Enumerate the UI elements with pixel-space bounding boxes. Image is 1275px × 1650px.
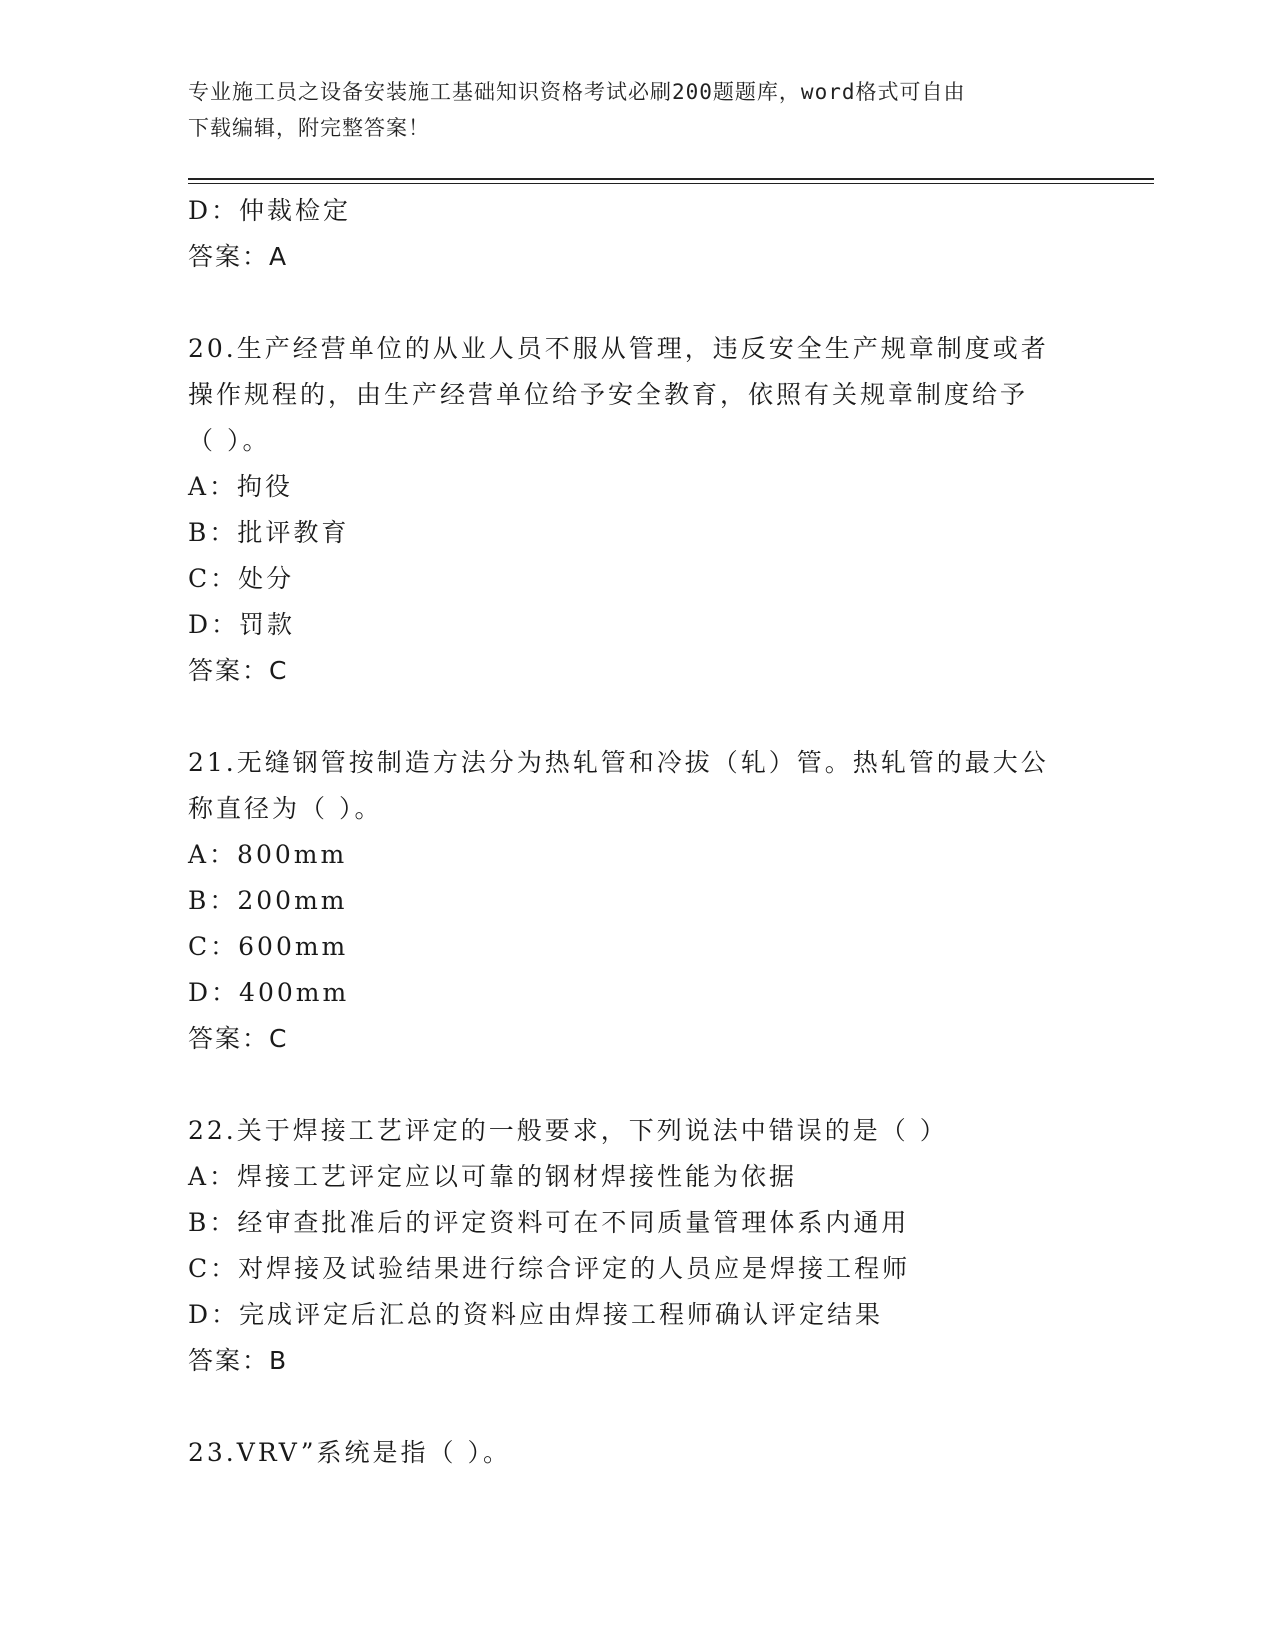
option-a: A：焊接工艺评定应以可靠的钢材焊接性能为依据 <box>188 1162 798 1191</box>
question-content <box>188 188 1088 1476</box>
option-c: C：600mm <box>188 932 349 961</box>
question-text-line: 21.无缝钢管按制造方法分为热轧管和冷拔（轧）管。热轧管的最大公 <box>188 748 1049 777</box>
question-text-line: 称直径为（ ）。 <box>188 794 383 823</box>
question-text-line: 操作规程的，由生产经营单位给予安全教育，依照有关规章制度给予 <box>188 380 1029 409</box>
question-21 <box>188 740 1088 1062</box>
option-a: A：拘役 <box>188 472 294 501</box>
option-a: A：800mm <box>188 840 348 869</box>
answer-line: 答案：A <box>188 242 289 271</box>
answer-line: 答案：B <box>188 1346 289 1375</box>
page-header <box>188 74 1068 146</box>
option-d: D：完成评定后汇总的资料应由焊接工程师确认评定结果 <box>188 1300 884 1329</box>
option-d: D：仲裁检定 <box>188 196 352 225</box>
header-line-1: 专业施工员之设备安装施工基础知识资格考试必刷200题题库，word格式可自由 <box>188 80 966 104</box>
option-c: C：对焊接及试验结果进行综合评定的人员应是焊接工程师 <box>188 1254 911 1283</box>
question-20 <box>188 326 1088 694</box>
spacer <box>188 1062 1088 1108</box>
answer-line: 答案：C <box>188 656 289 685</box>
spacer <box>188 1384 1088 1430</box>
question-text-line: 20.生产经营单位的从业人员不服从管理，违反安全生产规章制度或者 <box>188 334 1049 363</box>
option-c: C：处分 <box>188 564 295 593</box>
option-b: B：批评教育 <box>188 518 350 547</box>
header-divider-thin <box>188 183 1154 184</box>
header-divider <box>188 178 1154 180</box>
question-22 <box>188 1108 1088 1384</box>
question-text-line: 23.VRV”系统是指（ ）。 <box>188 1438 511 1467</box>
option-b: B：200mm <box>188 886 348 915</box>
spacer <box>188 280 1088 326</box>
question-text-line: 22.关于焊接工艺评定的一般要求，下列说法中错误的是（ ） <box>188 1116 948 1145</box>
option-b: B：经审查批准后的评定资料可在不同质量管理体系内通用 <box>188 1208 910 1237</box>
question-text-line: （ ）。 <box>188 426 271 455</box>
option-d: D：罚款 <box>188 610 296 639</box>
answer-line: 答案：C <box>188 1024 289 1053</box>
option-d: D：400mm <box>188 978 350 1007</box>
header-line-2: 下载编辑，附完整答案！ <box>188 116 430 140</box>
question-23 <box>188 1430 1088 1476</box>
spacer <box>188 694 1088 740</box>
